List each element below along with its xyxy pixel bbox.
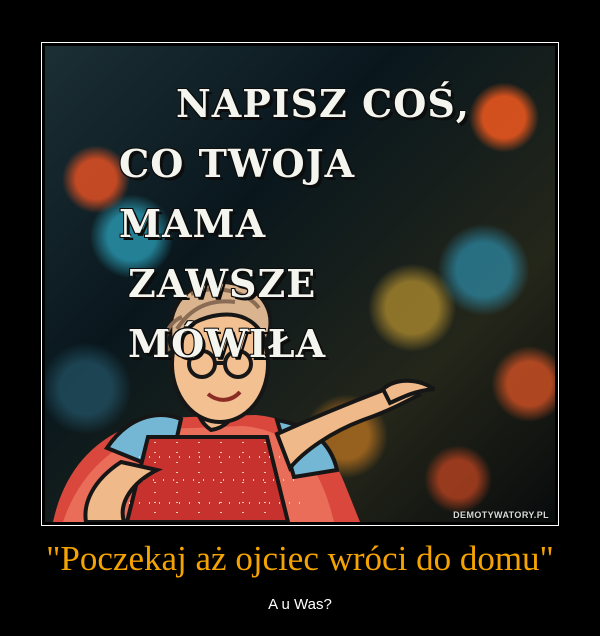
image-frame xyxy=(41,42,559,526)
bokeh-poster-image xyxy=(45,46,555,522)
caption-title: "Poczekaj aż ojciec wróci do domu" xyxy=(46,539,554,578)
headline-line: NAPISZ COŚ, xyxy=(176,81,470,126)
headline xyxy=(115,74,505,374)
demotywatory-watermark: DEMOTYWATORY.PL xyxy=(453,510,549,520)
headline-line: CO TWOJA MAMA xyxy=(119,141,356,246)
headline-line: ZAWSZE MÓWIŁA xyxy=(128,261,327,366)
caption-subtitle: A u Was? xyxy=(268,596,332,613)
